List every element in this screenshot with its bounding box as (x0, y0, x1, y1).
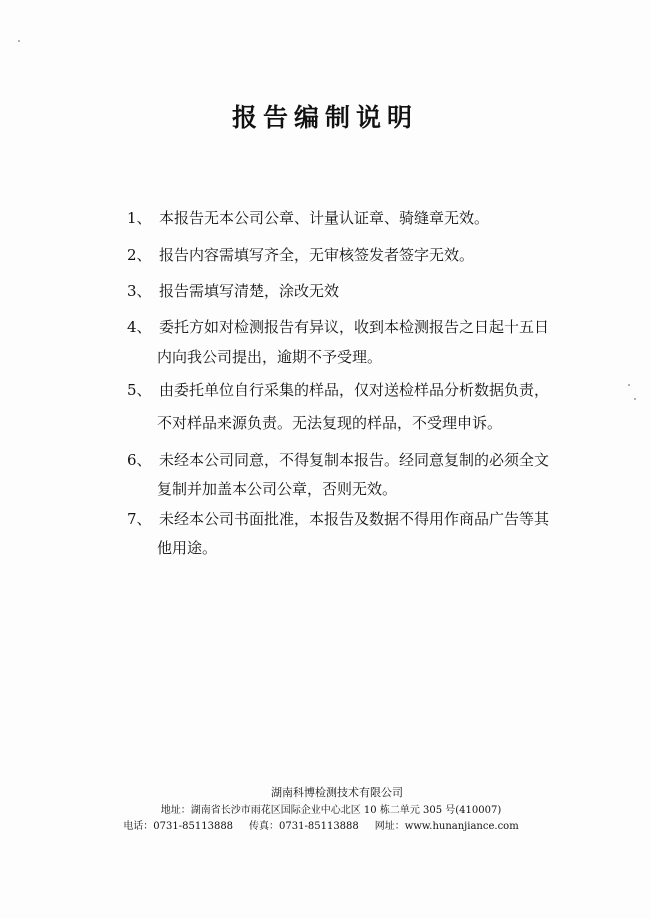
footer-fax: 传真：0731-85113888 (249, 821, 359, 832)
item-text: 由委托单位自行采集的样品，仅对送检样品分析数据负责， (159, 381, 550, 399)
item-text-continuation: 内向我公司提出，逾期不予受理。 (157, 348, 383, 366)
list-item (127, 380, 549, 400)
item-text: 未经本公司同意，不得复制本报告。经同意复制的必须全文 (159, 451, 550, 469)
scan-speck (634, 398, 636, 400)
list-item (127, 509, 549, 529)
footer-website: 网址：www.hunanjiance.com (374, 821, 519, 832)
item-number: 7、 (127, 510, 152, 528)
item-number: 4、 (127, 318, 152, 336)
document-title: 报告编制说明 (231, 103, 418, 132)
item-number: 3、 (127, 282, 152, 300)
item-text-continuation: 他用途。 (157, 539, 218, 557)
list-item (127, 281, 339, 301)
item-number: 2、 (127, 246, 152, 264)
list-item (127, 208, 489, 228)
item-text: 本报告无本公司公章、计量认证章、骑缝章无效。 (159, 209, 490, 227)
item-text-continuation: 不对样品来源负责。无法复现的样品，不受理申诉。 (157, 414, 503, 432)
scan-speck (628, 384, 630, 386)
item-number: 5、 (127, 381, 152, 399)
footer-phone: 电话：0731-85113888 (123, 821, 234, 832)
item-number: 1、 (127, 209, 152, 227)
list-item (127, 245, 474, 265)
item-text: 报告需填写清楚，涂改无效 (159, 282, 340, 300)
item-text: 未经本公司书面批准，本报告及数据不得用作商品广告等其 (159, 510, 550, 528)
footer-contact (0, 820, 646, 834)
list-item (127, 450, 549, 470)
item-text: 委托方如对检测报告有异议，收到本检测报告之日起十五日 (159, 318, 550, 336)
item-number: 6、 (127, 451, 152, 469)
list-item (127, 317, 549, 337)
item-text-continuation: 复制并加盖本公司公章，否则无效。 (157, 480, 398, 498)
scan-speck (18, 40, 20, 42)
footer-company-name: 湖南科博检测技术有限公司 (271, 786, 403, 799)
item-text: 报告内容需填写齐全，无审核签发者签字无效。 (159, 246, 475, 264)
footer-address: 地址：湖南省长沙市雨花区国际企业中心北区 10 栋二单元 305 号(410007) (160, 805, 502, 816)
